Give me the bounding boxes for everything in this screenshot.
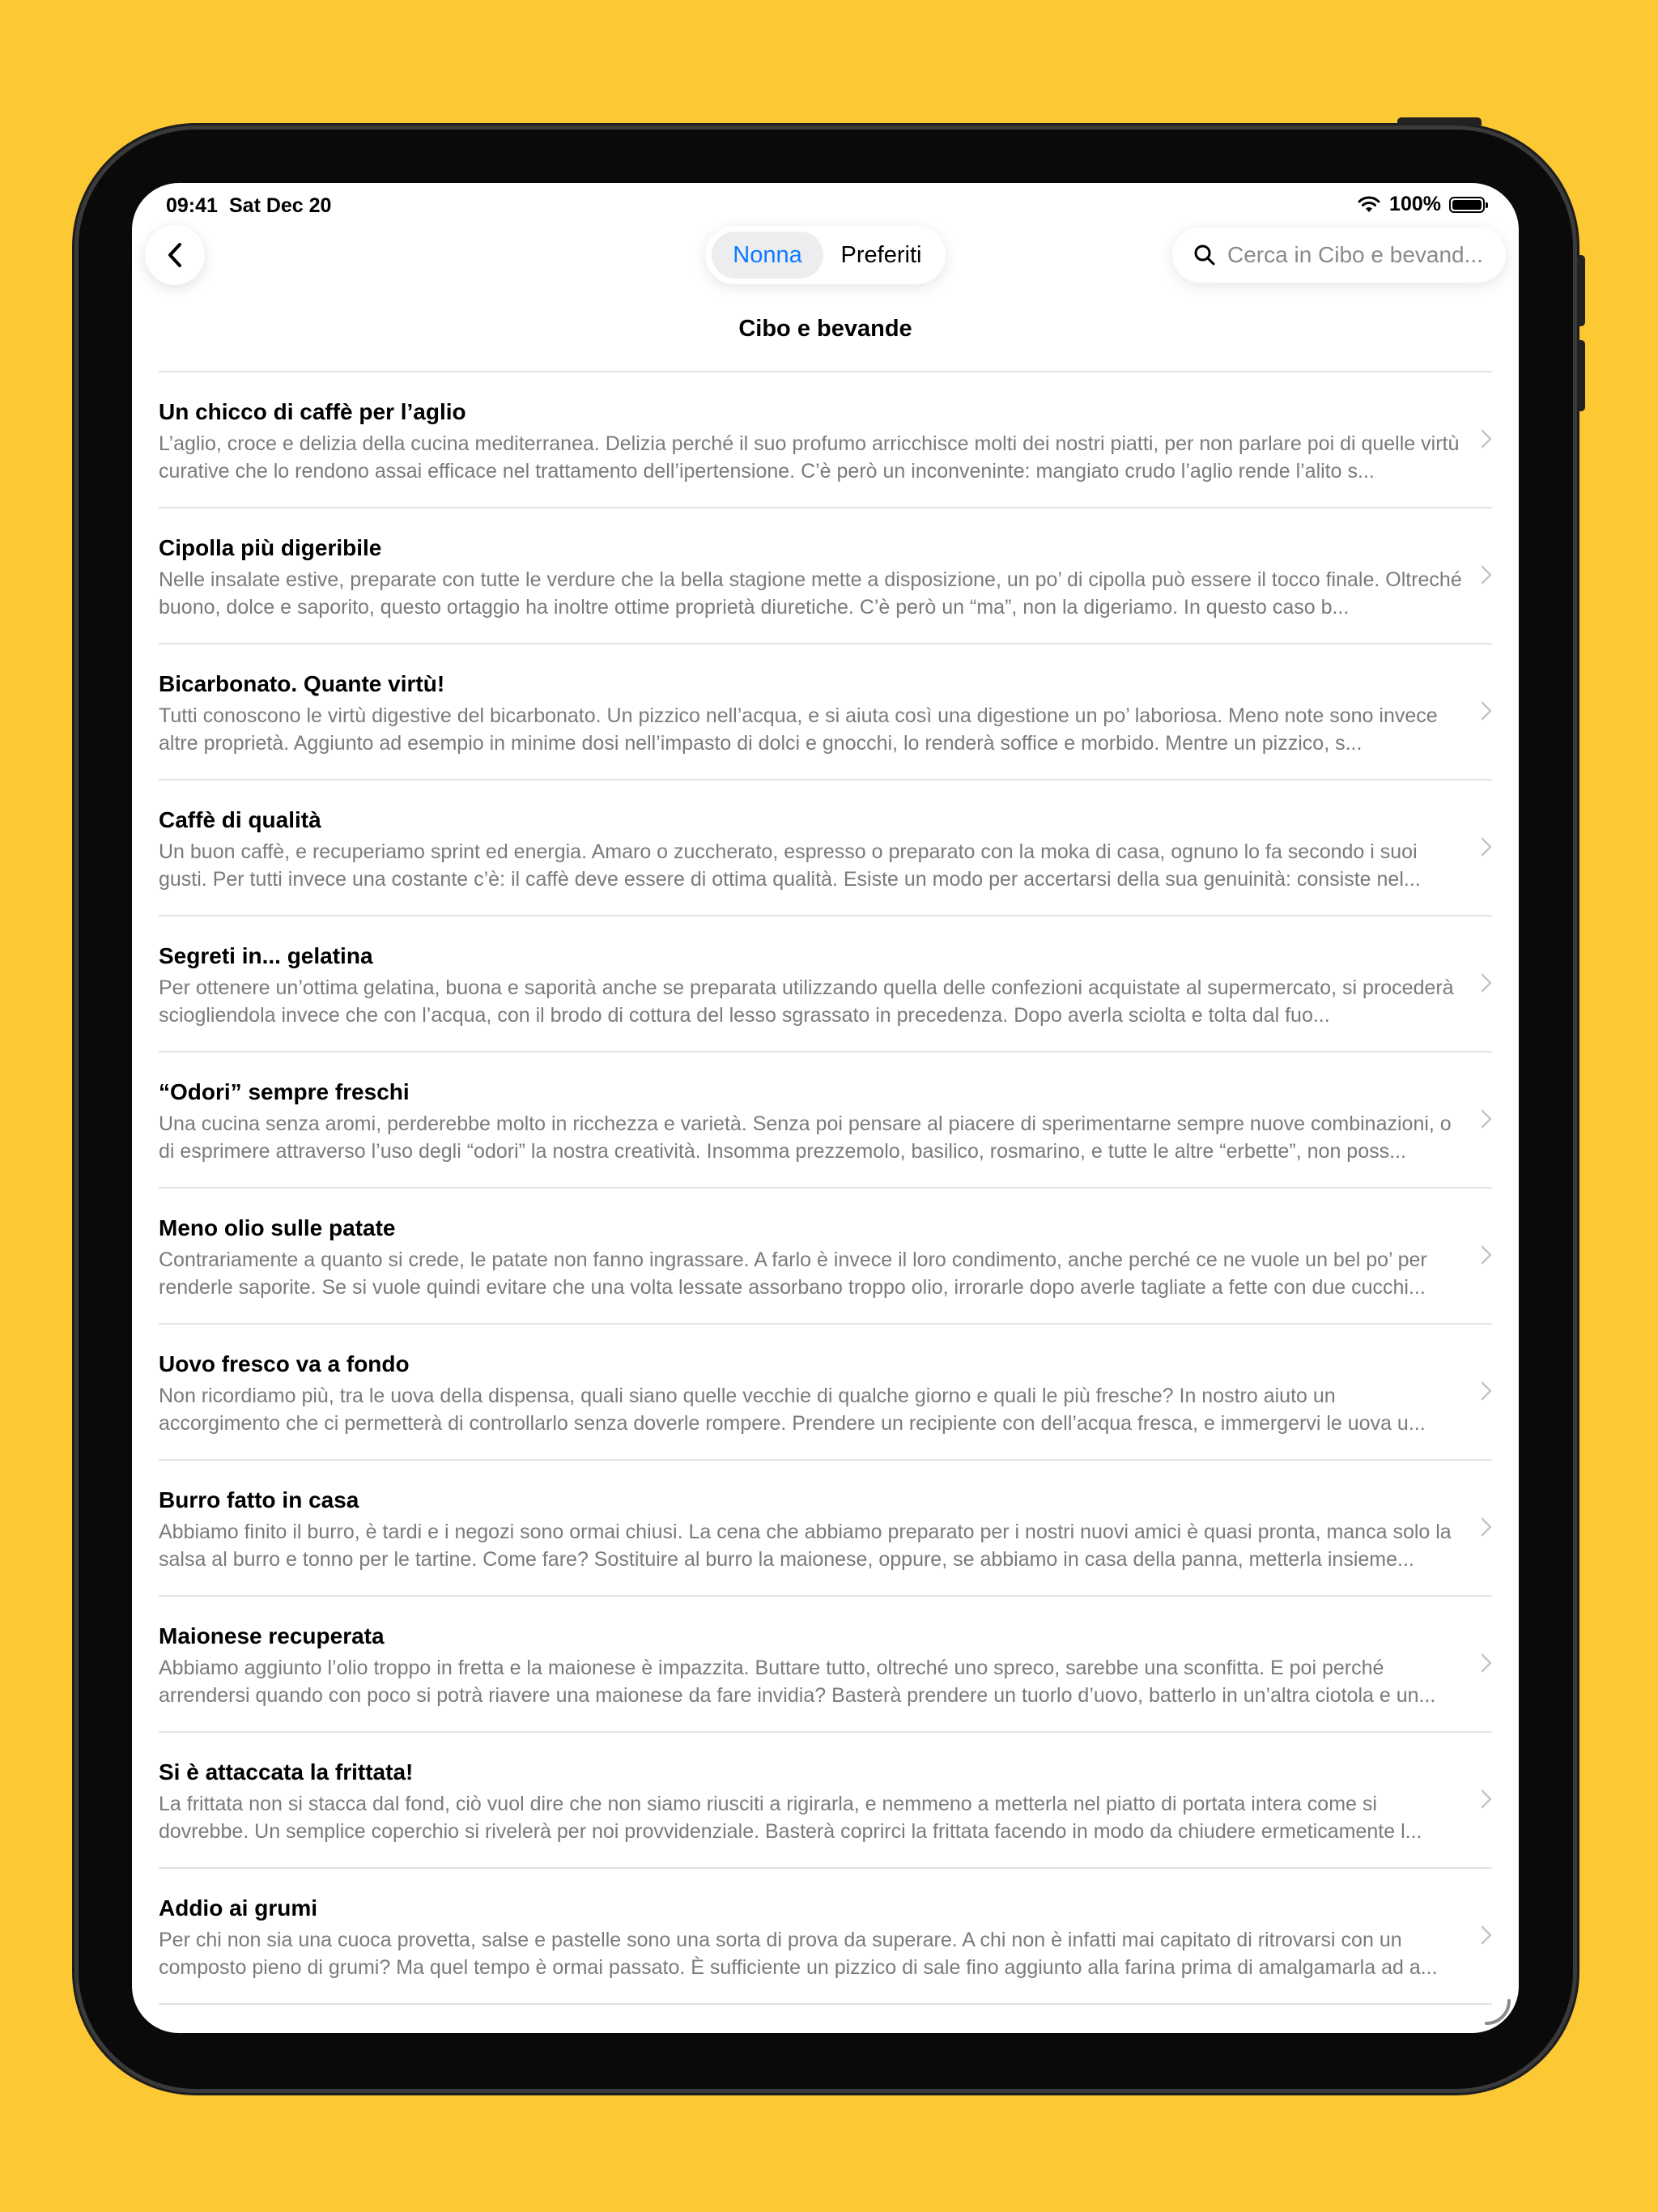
list-item[interactable] [159, 781, 1492, 917]
item-description: Per ottenere un’ottima gelatina, buona e saporità anche se preparata utilizzando quella delle confezioni acquistate al supermercato, si procederà sciogliendola invece che con l’acqua, con il brodo di cottura del lesso sgrassato in precedenza. Dopo averla sciolta e tolta dal fuo... [159, 976, 1454, 1027]
item-title: Maionese recuperata [159, 1623, 385, 1648]
chevron-right-icon [1481, 1789, 1492, 1809]
item-description: L’aglio, croce e delizia della cucina mediterranea. Delizia perché il suo profumo arricchisce molti dei nostri piatti, per non parlare poi di quelle virtù curative che lo rendono assai efficace nel trattamento dell’ipertensione. C’è però un inconveninte: mangiato crudo l’aglio rende l’alito s... [159, 432, 1460, 483]
list-item[interactable] [159, 508, 1492, 644]
item-description: Un buon caffè, e recuperiamo sprint ed energia. Amaro o zuccherato, espresso o preparato con la moka di casa, ognuno lo fa secondo i suoi gusti. Per tutti invece una costante c’è: il caffè deve essere di ottima qualità. Esiste un modo per accertarsi della sua genuinità: consiste nel... [159, 840, 1421, 891]
chevron-right-icon [1481, 1653, 1492, 1673]
item-description: Una cucina senza aromi, perderebbe molto in ricchezza e varietà. Senza poi pensare al piacere di sperimentarne sempre nuove combinazioni, o di esprimere attraverso l’uso degli “odori” la nostra creatività. Insomma prezzemolo, basilico, rosmarino, e tutte le altre “erbette”, non poss... [159, 1112, 1452, 1163]
item-description: Abbiamo finito il burro, è tardi e i negozi sono ormai chiusi. La cena che abbiamo preparato per i nostri nuovi amici è quasi pronta, manca solo la salsa al burro e tonno per le tartine. Come fare? Sostituire al burro la maionese, oppure, se abbiamo in casa della panna, metterla insieme... [159, 1521, 1452, 1571]
status-indicators [1357, 193, 1485, 216]
screen [132, 183, 1519, 2033]
item-title: Burro fatto in casa [159, 1487, 359, 1512]
segment-nonna[interactable]: Nonna [712, 232, 823, 279]
chevron-left-icon [165, 241, 185, 269]
page-title: Cibo e bevande [738, 316, 912, 342]
item-title: Segreti in... gelatina [159, 943, 373, 968]
list-item[interactable] [159, 372, 1492, 508]
item-description: La frittata non si stacca dal fond, ciò vuol dire che non siamo riusciti a rigirarla, e nemmeno a metterla nel piatto di portata intera come si dovrebbe. Un semplice coperchio si rivelerà per noi provvidenziale. Basterà coprirci la frittata facendo in modo da chiudere ermeticamente l... [159, 1793, 1422, 1843]
back-button[interactable] [145, 225, 205, 285]
item-description: Abbiamo aggiunto l’olio troppo in fretta e la maionese è impazzita. Buttare tutto, oltreché uno spreco, sarebbe una sconfitta. E poi perché arrendersi quando con poco si potrà riavere una maionese da fare invidia? Basterà prendere un tuorlo d’uovo, batterlo in un’altra ciotola e un... [159, 1657, 1436, 1707]
item-description: Nelle insalate estive, preparate con tutte le verdure che la bella stagione mette a disposizione, un po’ di cipolla può essere il tocco finale. Oltreché buono, dolce e saporito, questo ortaggio ha inoltre ottime proprietà diuretiche. C’è però un “ma”, non la digeriamo. In questo caso b... [159, 568, 1462, 619]
item-title: Bicarbonato. Quante virtù! [159, 671, 445, 696]
tips-list [159, 371, 1492, 2005]
chevron-right-icon [1481, 837, 1492, 857]
list-item[interactable] [159, 1053, 1492, 1189]
item-description: Contrariamente a quanto si crede, le patate non fanno ingrassare. A farlo è invece il loro condimento, anche perché ce ne vuole un bel po’ per renderle saporite. Se si vuole quindi evitare che una volta lessate assorbano troppo olio, irrorarle dopo averle tagliate a fette con due cucchi... [159, 1249, 1427, 1299]
chevron-right-icon [1481, 701, 1492, 721]
item-description: Tutti conoscono le virtù digestive del bicarbonato. Un pizzico nell’acqua, e si aiuta così una digestione un po’ laboriosa. Meno note sono invece altre proprietà. Aggiunto ad esempio in minime dosi nell’impasto di dolci e gnocchi, lo renderà soffice e morbido. Mentre un pizzico, s... [159, 704, 1438, 755]
chevron-right-icon [1481, 1109, 1492, 1129]
scroll-indicator[interactable] [1482, 1996, 1514, 2028]
list-item[interactable] [159, 1325, 1492, 1461]
segment-preferiti[interactable]: Preferiti [840, 241, 922, 268]
item-title: Si è attaccata la frittata! [159, 1759, 414, 1784]
chevron-right-icon [1481, 565, 1492, 585]
chevron-right-icon [1481, 1245, 1492, 1265]
volume-down-button [1577, 340, 1585, 411]
item-title: Addio ai grumi [159, 1895, 317, 1921]
list-item[interactable] [159, 1189, 1492, 1325]
item-description: Non ricordiamo più, tra le uova della dispensa, quali siano quelle vecchie di qualche giorno e quali le più fresche? In nostro aiuto un accorgimento che ci permetterà di controllarlo senza doverle rompere. Prendere un recipiente con dell’acqua fresca, e immergervi le uova u... [159, 1385, 1426, 1435]
list-item[interactable] [159, 644, 1492, 781]
item-description: Per chi non sia una cuoca provetta, salse e pastelle sono una sorta di prova da superare. A chi non è infatti mai capitato di ritrovarsi con un composto pieno di grumi? Ma quel tempo è ormai passato. È sufficiente un pizzico di sale fino aggiunto alla farina prima di amalgamarla ad a... [159, 1929, 1438, 1979]
list-item[interactable] [159, 1869, 1492, 2005]
top-button [1397, 117, 1482, 125]
search-input[interactable] [1227, 242, 1494, 268]
battery-icon [1449, 197, 1485, 213]
search-icon [1193, 244, 1216, 266]
chevron-right-icon [1481, 429, 1492, 449]
chevron-right-icon [1481, 1517, 1492, 1537]
item-title: Meno olio sulle patate [159, 1215, 396, 1240]
search-bar[interactable] [1172, 228, 1506, 283]
battery-percent: 100% [1389, 193, 1441, 215]
item-title: Un chicco di caffè per l’aglio [159, 399, 466, 424]
chevron-right-icon [1481, 1925, 1492, 1945]
volume-up-button [1577, 255, 1585, 326]
item-title: Caffè di qualità [159, 807, 321, 832]
list-item[interactable] [159, 1733, 1492, 1869]
list-item[interactable] [159, 917, 1492, 1053]
wifi-icon [1357, 196, 1381, 214]
item-title: Cipolla più digeribile [159, 535, 382, 560]
chevron-right-icon [1481, 1381, 1492, 1401]
list-item[interactable] [159, 1597, 1492, 1733]
item-title: Uovo fresco va a fondo [159, 1351, 410, 1376]
list-item[interactable] [159, 1461, 1492, 1597]
status-time: 09:41 [166, 194, 218, 217]
status-date: Sat Dec 20 [229, 194, 332, 217]
segmented-control [705, 226, 946, 284]
item-title: “Odori” sempre freschi [159, 1079, 410, 1104]
chevron-right-icon [1481, 973, 1492, 993]
